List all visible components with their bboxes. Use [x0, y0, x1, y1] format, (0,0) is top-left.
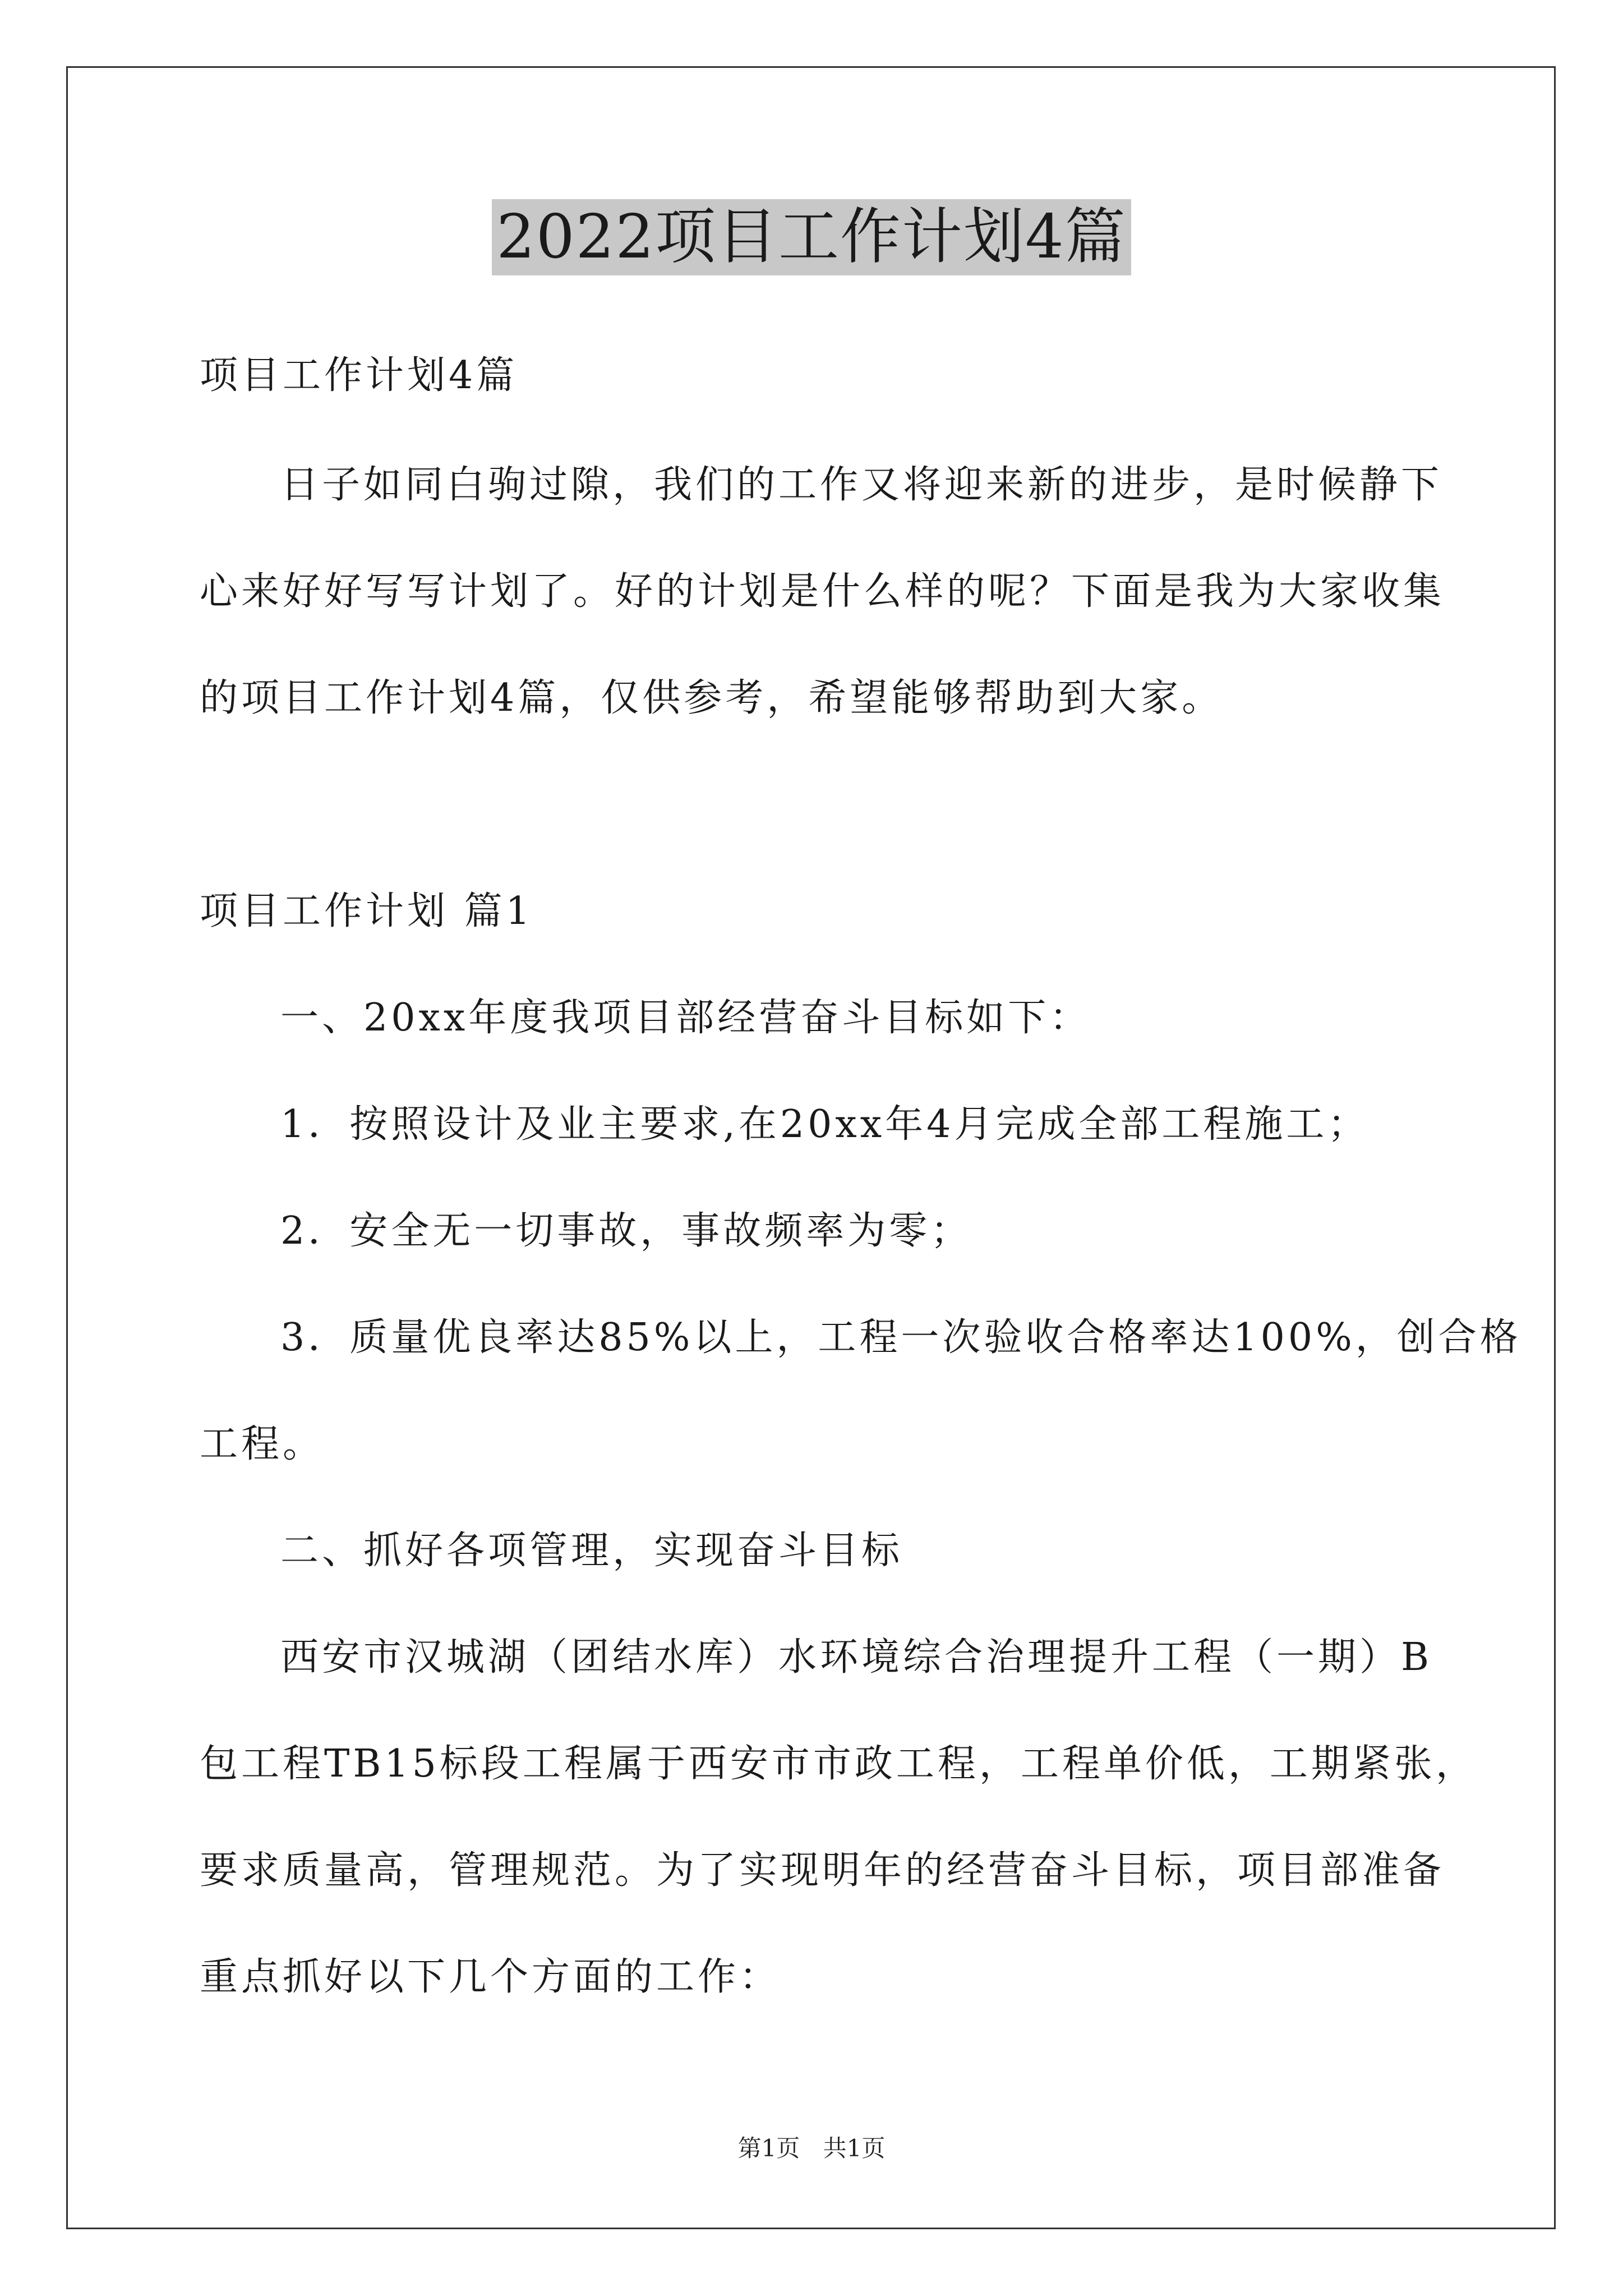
- page-footer: [0, 2132, 1623, 2165]
- paragraph-line: 重点抓好以下几个方面的工作：: [200, 1955, 781, 1999]
- paragraph-line: 一、20xx年度我项目部经营奋斗目标如下：: [280, 996, 1091, 1040]
- title-container: [0, 199, 1623, 275]
- section-heading: 项目工作计划 篇1: [200, 889, 533, 933]
- intro-line-3: 的项目工作计划4篇，仅供参考，希望能够帮助到大家。: [200, 676, 1224, 720]
- paragraph-line: 3．质量优良率达85%以上，工程一次验收合格率达100%，创合格: [280, 1315, 1521, 1360]
- page-total: 共1页: [823, 2134, 886, 2162]
- document-subtitle: 项目工作计划4篇: [200, 353, 518, 398]
- intro-line-1: 日子如同白驹过隙，我们的工作又将迎来新的进步，是时候静下: [280, 463, 1443, 507]
- paragraph-line: 工程。: [200, 1422, 325, 1466]
- paragraph-line: 1．按照设计及业主要求,在20xx年4月完成全部工程施工；: [280, 1102, 1370, 1147]
- paragraph-line: 要求质量高，管理规范。为了实现明年的经营奋斗目标，项目部准备: [200, 1848, 1445, 1893]
- paragraph-line: 包工程TB15标段工程属于西安市市政工程，工程单价低，工期紧张，: [200, 1742, 1477, 1786]
- document-title: 2022项目工作计划4篇: [492, 199, 1131, 275]
- paragraph-line: 二、抓好各项管理，实现奋斗目标: [280, 1529, 903, 1573]
- paragraph-line: 2．安全无一切事故，事故频率为零；: [280, 1209, 972, 1253]
- page-number: 第1页: [737, 2134, 800, 2162]
- paragraph-line: 西安市汉城湖（团结水库）水环境综合治理提升工程（一期）B: [280, 1635, 1432, 1680]
- intro-line-2: 心来好好写写计划了。好的计划是什么样的呢？下面是我为大家收集: [200, 569, 1445, 614]
